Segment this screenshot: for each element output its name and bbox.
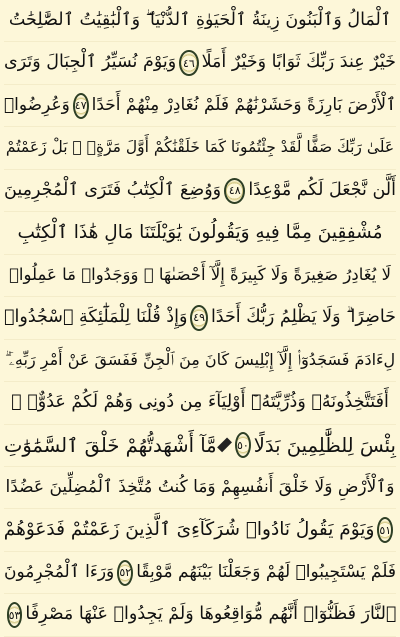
- verse-line-3: [4, 85, 396, 127]
- line-text-tail: وَعُرِضُوا۟: [3, 95, 70, 116]
- verse-line-6: [4, 212, 396, 254]
- line-text-tail: وَوُضِعَ ٱلْكِتَٰبُ فَتَرَى ٱلْمُجْرِمِينَ: [4, 179, 222, 200]
- line-text: أَفَتَتَّخِذُونَهُۥ وَذُرِّيَّتَهُۥٓ أَوْلِيَآءَ مِن دُونِى وَهُمْ لَكُمْ عَدُوٌّۢ ۚ: [11, 392, 389, 413]
- verse-line-5: [4, 170, 396, 212]
- ayah-number-marker: ٥٣: [7, 602, 23, 628]
- line-text: وَٱلْأَرْضِ وَلَا خَلْقَ أَنفُسِهِمْ وَمَا كُنتُ مُتَّخِذَ ٱلْمُضِلِّينَ عَضُدًا: [5, 477, 395, 498]
- line-text-tail: وَيَوْمَ نُسَيِّرُ ٱلْجِبَالَ وَتَرَى: [4, 52, 177, 73]
- verse-line-12: [4, 467, 396, 509]
- ayah-number-marker: ٤٨: [224, 178, 245, 204]
- ayah-number-marker: ٥٢: [117, 560, 133, 586]
- verse-line-9: [4, 340, 396, 382]
- verse-line-7: [4, 255, 396, 297]
- ayah-number-marker: ٤٩: [190, 305, 208, 331]
- ayah-number-marker: ٤٧: [73, 93, 89, 119]
- verse-line-4: [4, 127, 396, 169]
- line-text: حَاضِرًا ۗ وَلَا يَظْلِمُ رَبُّكَ أَحَدًا: [210, 307, 396, 328]
- line-text: أَلَّن نَّجْعَلَ لَكُم مَّوْعِدًا: [248, 179, 396, 200]
- line-text: فَلَمْ يَسْتَجِيبُوا۟ لَهُمْ وَجَعَلْنَا بَيْنَهُم مَّوْبِقًا: [136, 562, 396, 583]
- verse-lines: [4, 0, 396, 637]
- line-text: ٱلنَّارَ فَظَنُّوٓا۟ أَنَّهُم مُّوَاقِعُوهَا وَلَمْ يَجِدُوا۟ عَنْهَا مَصْرِفًا: [25, 604, 397, 625]
- verse-line-1: [4, 0, 396, 42]
- line-text: عَلَىٰ رَبِّكَ صَفًّا لَّقَدْ جِئْتُمُونَا كَمَا خَلَقْنَٰكُمْ أَوَّلَ مَرَّةٍۭ ۚ بَلْ زَعَمْتُمْ: [5, 138, 395, 157]
- line-text-tail: وَرَءَا ٱلْمُجْرِمُونَ: [4, 562, 115, 583]
- verse-line-2: [4, 42, 396, 84]
- verse-line-11: [4, 425, 396, 467]
- line-text: بِئْسَ لِلظَّٰلِمِينَ بَدَلًا: [253, 433, 396, 457]
- verse-line-14: [4, 552, 396, 594]
- line-text: مُشْفِقِينَ مِمَّا فِيهِ وَيَقُولُونَ يَٰوَيْلَتَنَا مَالِ هَٰذَا ٱلْكِتَٰبِ: [17, 221, 383, 243]
- line-text: ٱلْمَالُ وَٱلْبَنُونَ زِينَةُ ٱلْحَيَوٰةِ ٱلدُّنْيَا ۖ وَٱلْبَٰقِيَٰتُ ٱلصَّٰلِحَٰتُ: [8, 9, 392, 30]
- verse-line-10: [4, 382, 396, 424]
- rub-el-hizb-icon: [217, 438, 232, 453]
- line-text: وَيَوْمَ يَقُولُ نَادُوا۟ شُرَكَآءِىَ ٱلَّذِينَ زَعَمْتُمْ فَدَعَوْهُمْ: [3, 518, 375, 540]
- line-text: لِءَادَمَ فَسَجَدُوٓا۟ إِلَّآ إِبْلِيسَ كَانَ مِنَ ٱلْجِنِّ فَفَسَقَ عَنْ أَمْرِ رَبِّهِۦٓ ۗ: [4, 350, 396, 370]
- ayah-number-marker: ٥٠: [235, 432, 251, 458]
- line-text-tail: مَّآ أَشْهَدتُّهُمْ خَلْقَ ٱلسَّمَٰوَٰتِ: [4, 433, 217, 457]
- verse-line-13: [4, 509, 396, 551]
- ayah-number-marker: ٥١: [377, 517, 393, 543]
- verse-line-15: [4, 594, 396, 636]
- ayah-number-marker: ٤٦: [179, 50, 198, 76]
- verse-line-8: [4, 297, 396, 339]
- line-text: ٱلْأَرْضَ بَارِزَةً وَحَشَرْنَٰهُمْ فَلَمْ نُغَادِرْ مِنْهُمْ أَحَدًا: [91, 95, 397, 116]
- line-text-tail: وَإِذْ قُلْنَا لِلْمَلَٰٓئِكَةِ ٱسْجُدُوا۟: [4, 307, 188, 328]
- line-text: لَا يُغَادِرُ صَغِيرَةً وَلَا كَبِيرَةً إِلَّآ أَحْصَىٰهَا ۚ وَوَجَدُوا۟ مَا عَمِلُوا۟: [9, 265, 391, 285]
- line-text: خَيْرٌ عِندَ رَبِّكَ ثَوَابًا وَخَيْرٌ أَمَلًا: [201, 52, 396, 73]
